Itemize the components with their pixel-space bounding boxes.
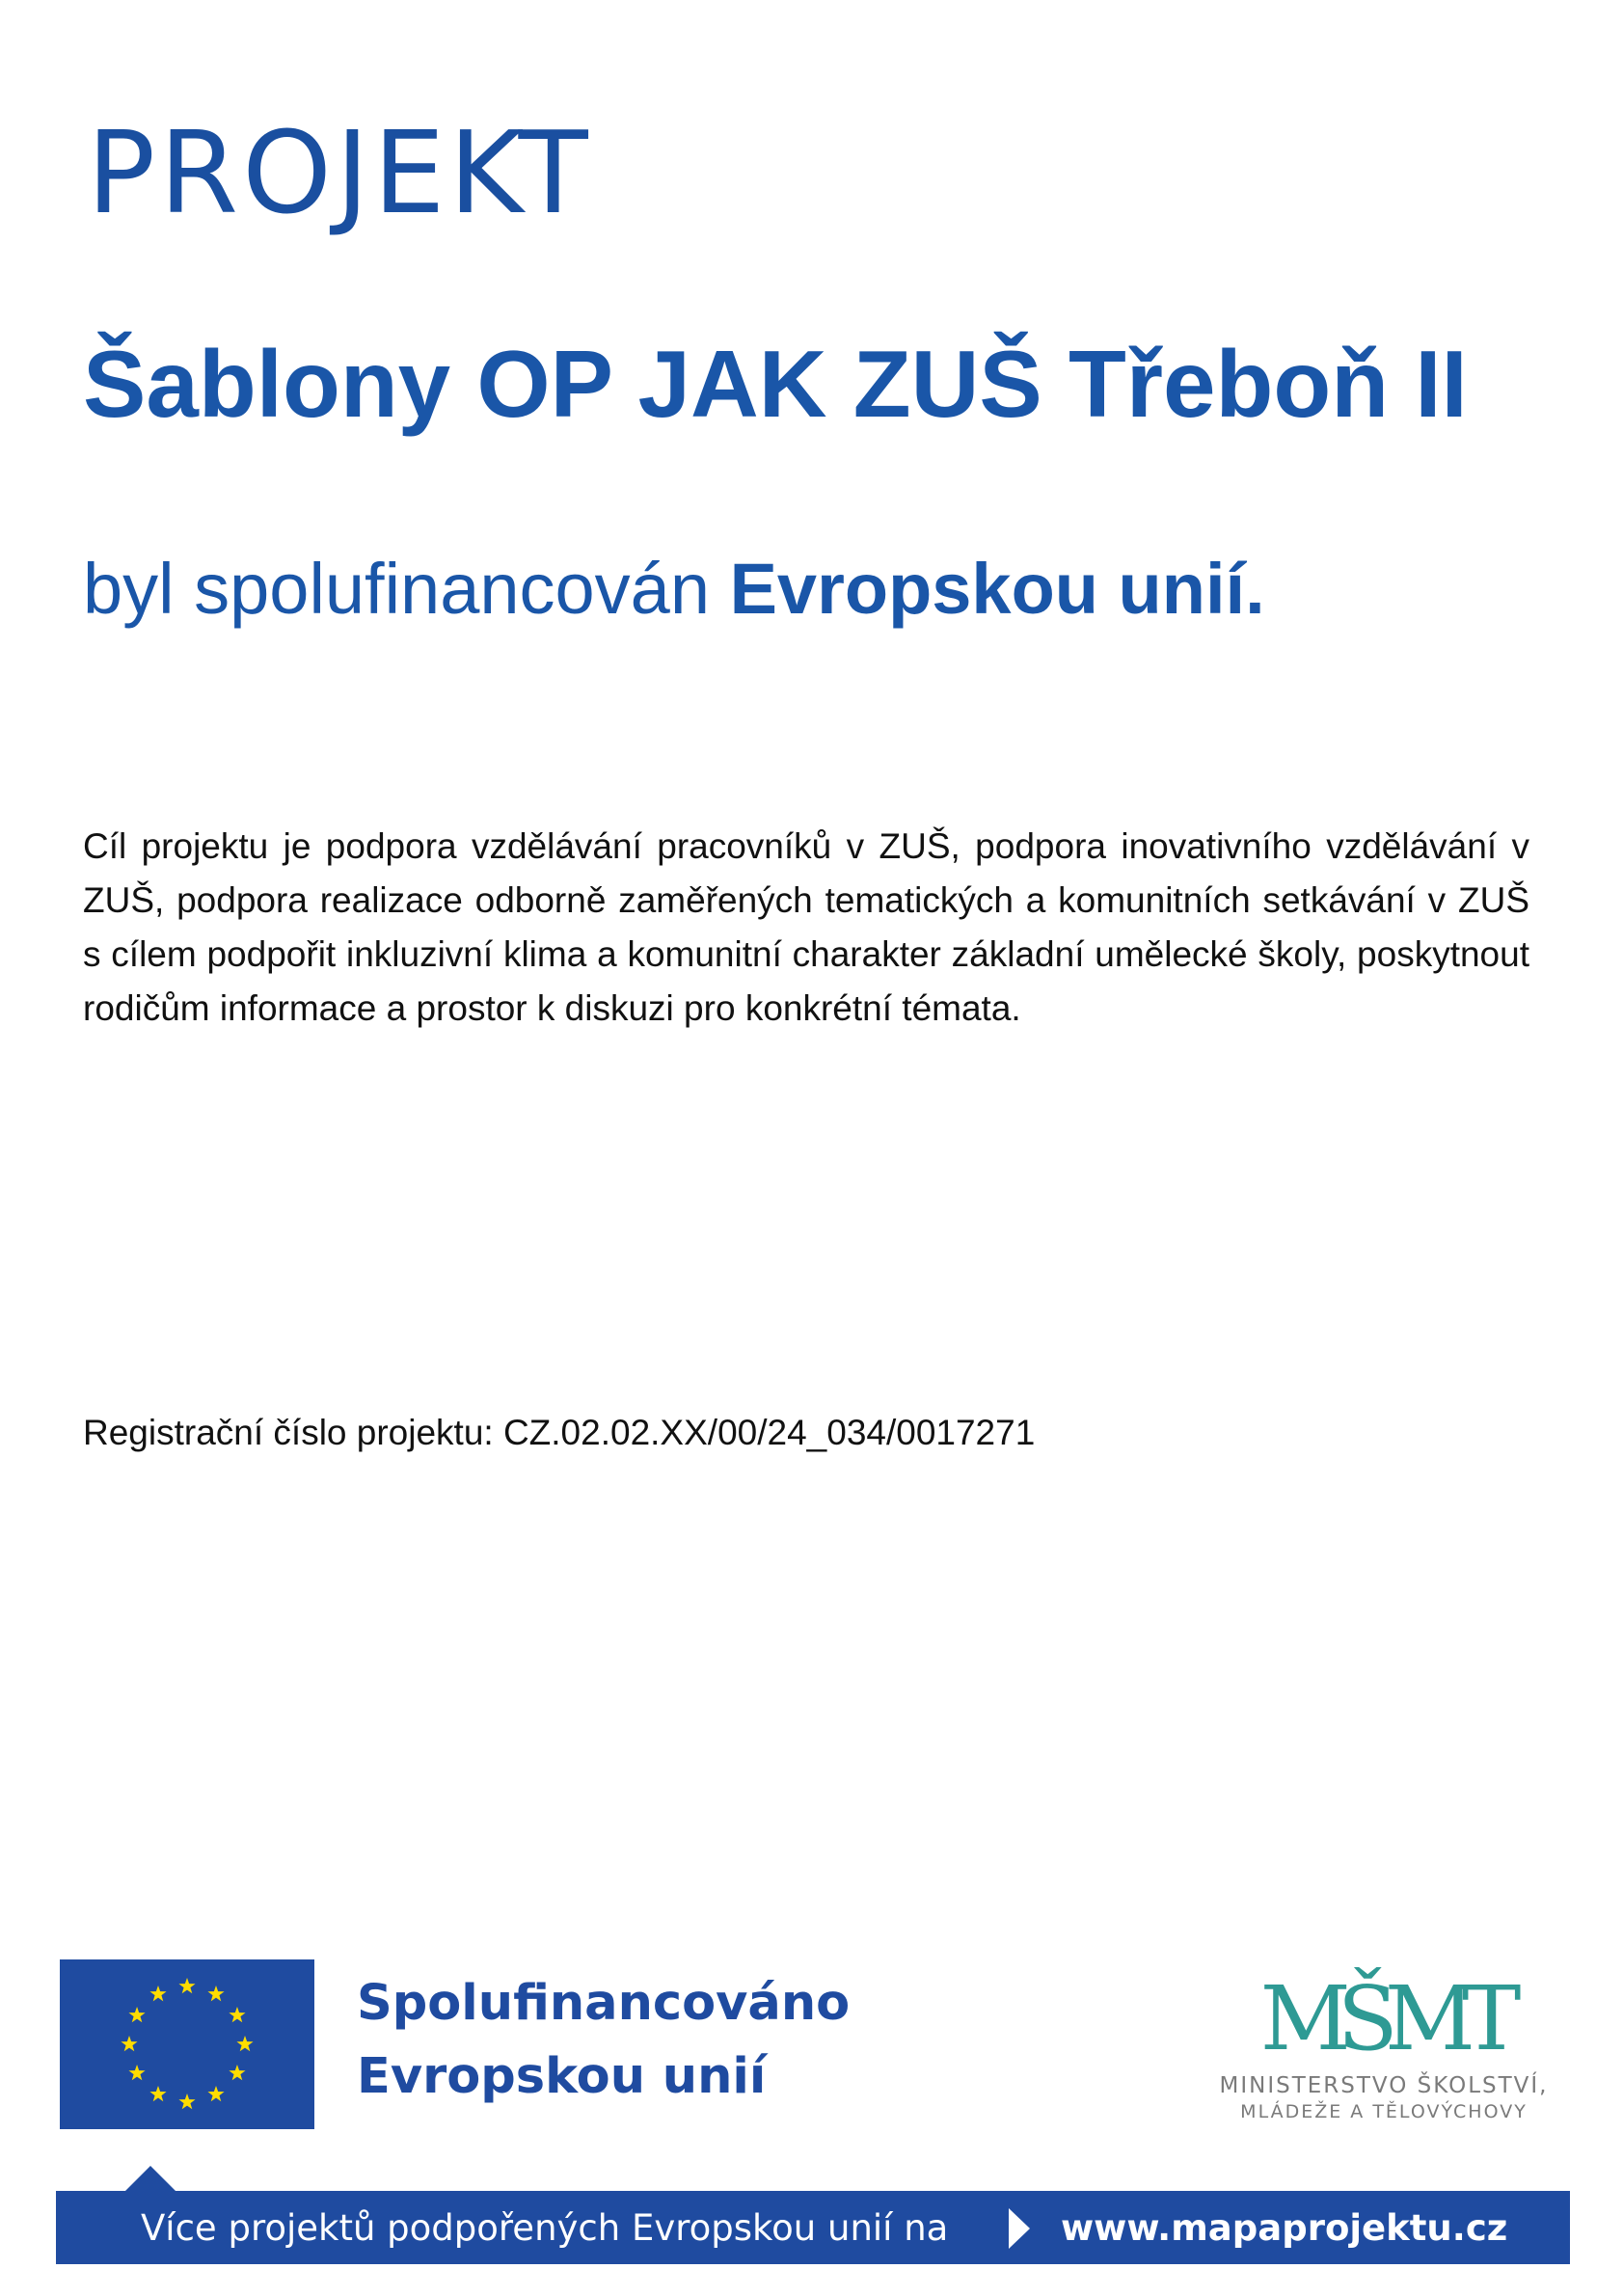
eu-star-icon <box>178 1978 195 1993</box>
cofinanced-prefix: byl spolufinancován <box>83 549 730 629</box>
eu-star-icon <box>236 2036 253 2051</box>
cofinanced-bold: Evropskou unií. <box>729 549 1265 629</box>
project-description: Cíl projektu je podpora vzdělávání pracovníků v ZUŠ, podpora inovativního vzdělávání v ZUŠ, podpora realizace odborně zaměřených tematických a komunitních setkávání v ZUŠ s cílem podpořit inkluzivní klima a komunitní charakter základní umělecké školy, poskytnout rodičům informace a prostor k diskuzi pro konkrétní témata. <box>83 826 1529 1028</box>
project-title: Šablony OP JAK ZUŠ Třeboň II <box>83 331 1468 437</box>
eu-star-icon <box>149 2086 166 2101</box>
eu-star-icon <box>128 2007 145 2022</box>
eu-star-icon <box>128 2065 145 2080</box>
eu-flag-icon <box>60 1959 314 2129</box>
projekt-heading: PROJEKT <box>87 106 592 239</box>
msmt-name-line1: MINISTERSTVO ŠKOLSTVÍ, <box>1219 2073 1549 2098</box>
arrow-right-icon <box>1009 2208 1030 2249</box>
eu-star-icon <box>149 1985 166 2001</box>
footer-text: Více projektů podpořených Evropskou unií na <box>141 2207 949 2249</box>
eu-star-icon <box>229 2065 245 2080</box>
footer-url-link[interactable]: www.mapaprojektu.cz <box>1061 2207 1508 2249</box>
msmt-name-line2: MLÁDEŽE A TĚLOVÝCHOVY <box>1240 2101 1528 2122</box>
eu-star-icon <box>207 1985 224 2001</box>
registration-number: Registrační číslo projektu: CZ.02.02.XX/00/24_034/0017271 <box>83 1413 1036 1452</box>
eu-star-icon <box>121 2036 137 2051</box>
msmt-monogram: MŠMT <box>1259 1967 1508 2070</box>
msmt-logo <box>1205 1948 1572 2131</box>
cofinanced-statement <box>83 550 1265 628</box>
eu-star-icon <box>178 2093 195 2109</box>
eu-logo-line1: Spolufinancováno <box>357 1975 851 2032</box>
eu-logo-line2: Evropskou unií <box>357 2048 767 2105</box>
eu-star-icon <box>229 2007 245 2022</box>
eu-cofinanced-logo-text <box>357 1967 850 2114</box>
eu-star-icon <box>207 2086 224 2101</box>
